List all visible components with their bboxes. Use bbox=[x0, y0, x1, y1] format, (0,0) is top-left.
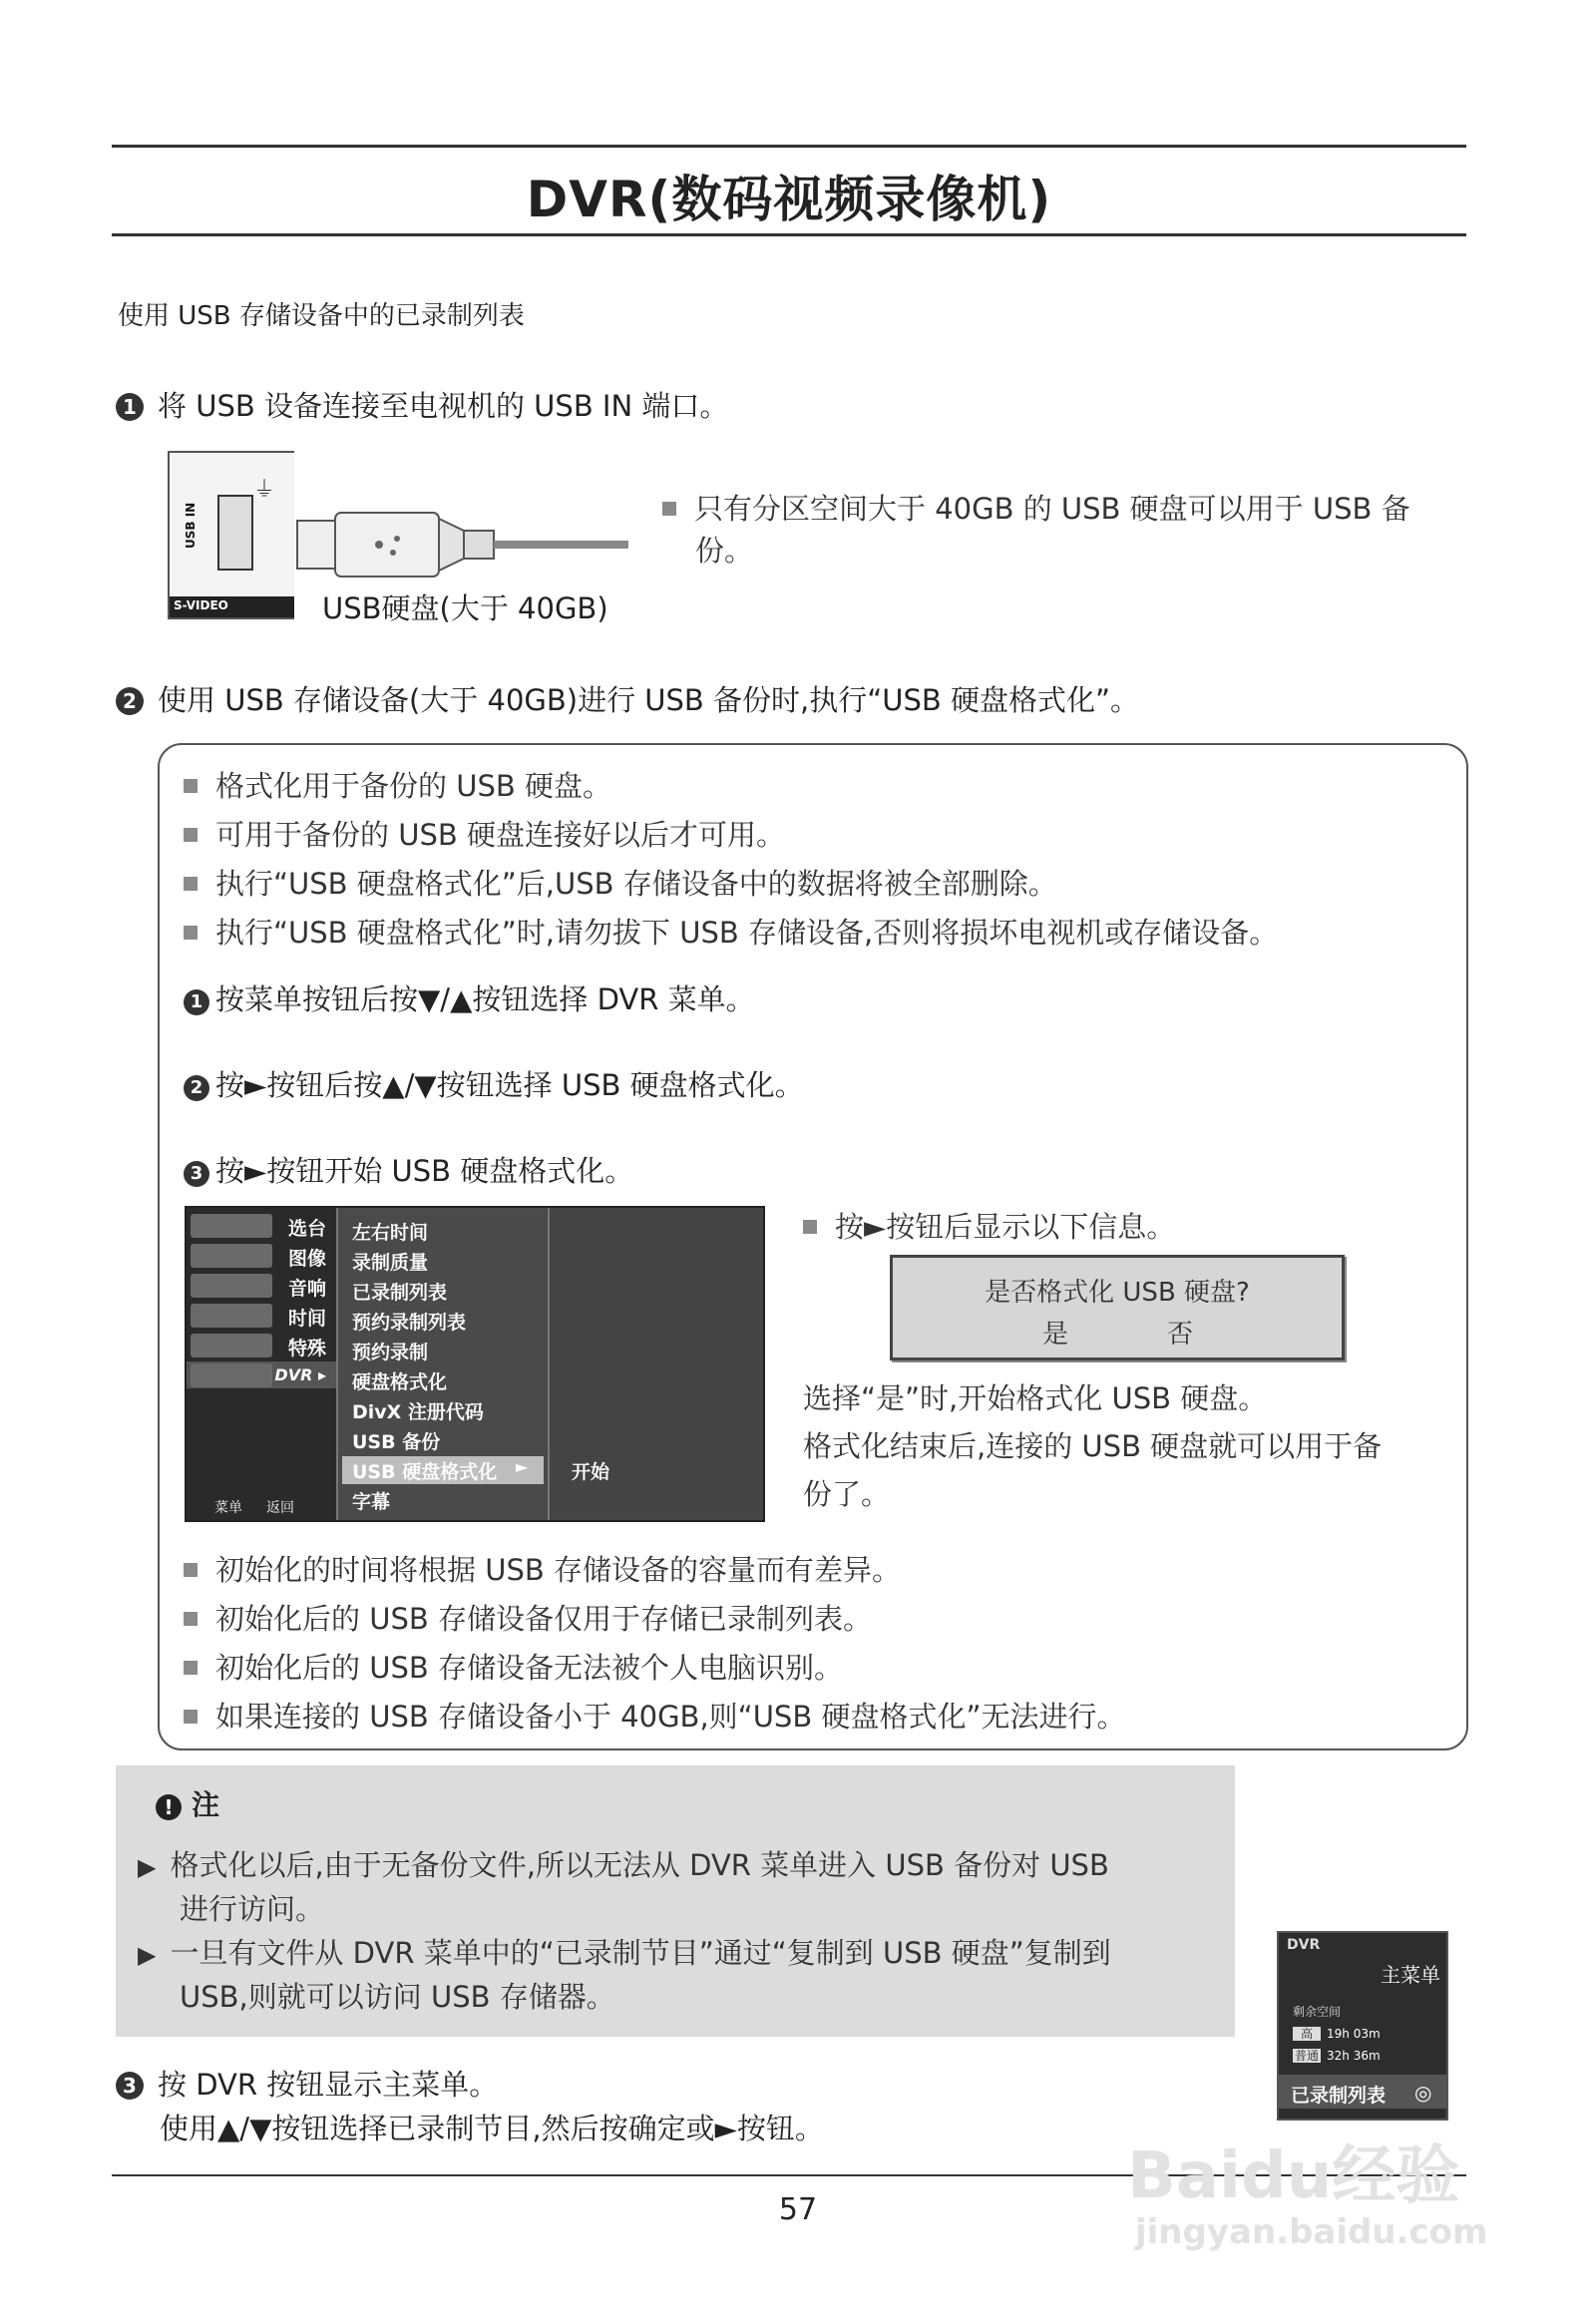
step-3-line-2: 使用▲/▼按钮选择已录制节目,然后按确定或►按钮。 bbox=[160, 2112, 824, 2145]
top-rule bbox=[112, 145, 1466, 148]
bullet-square-icon bbox=[184, 1612, 198, 1626]
section-subheading: 使用 USB 存储设备中的已录制列表 bbox=[118, 301, 525, 331]
tv-usb-panel bbox=[168, 451, 294, 619]
menu-option: 左右时间 bbox=[352, 1222, 429, 1244]
menu-option: 硬盘格式化 bbox=[352, 1371, 448, 1393]
bullet-square-icon bbox=[662, 502, 676, 516]
box-bullet-3: 执行“USB 硬盘格式化”后,USB 存储设备中的数据将被全部删除。 bbox=[184, 862, 1057, 903]
s-video-label: S-VIDEO bbox=[174, 598, 228, 612]
watermark-logo: Baidu经验 bbox=[1127, 2139, 1460, 2213]
usb-in-label: USB IN bbox=[184, 502, 198, 549]
arrow-bullet-icon: ▶ bbox=[138, 1941, 157, 1969]
box-bottom-bullet-1: 初始化的时间将根据 USB 存储设备的容量而有差异。 bbox=[184, 1548, 901, 1589]
format-confirm-dialog bbox=[890, 1255, 1345, 1360]
menu-category-item-selected: DVR ▸ bbox=[187, 1361, 336, 1388]
box-bullet-2: 可用于备份的 USB 硬盘连接好以后才可用。 bbox=[184, 813, 785, 854]
step-1-text: 将 USB 设备连接至电视机的 USB IN 端口。 bbox=[158, 389, 729, 423]
substep-2: 2 按►按钮后按▲/▼按钮选择 USB 硬盘格式化。 bbox=[184, 1063, 804, 1104]
page-number: 57 bbox=[778, 2192, 818, 2227]
menu-option: 预约录制 bbox=[352, 1342, 429, 1363]
disc-icon: ◎ bbox=[1414, 2081, 1432, 2105]
mini-menu-title: 主菜单 bbox=[1381, 1963, 1440, 1987]
exclamation-icon: ! bbox=[156, 1794, 182, 1820]
menu-category-panel bbox=[187, 1208, 336, 1520]
menu-category-item: 特殊 bbox=[187, 1332, 336, 1358]
menu-option: DivX 注册代码 bbox=[352, 1401, 484, 1423]
step-2 bbox=[116, 678, 1139, 719]
menu-option-selected: USB 硬盘格式化 bbox=[352, 1461, 498, 1483]
bullet-square-icon bbox=[184, 926, 198, 940]
menu-option: USB 备份 bbox=[352, 1431, 441, 1453]
box-bullet-1: 格式化用于备份的 USB 硬盘。 bbox=[184, 764, 611, 805]
step-2-text: 使用 USB 存储设备(大于 40GB)进行 USB 备份时,执行“USB 硬盘格式化”。 bbox=[158, 683, 1140, 717]
dialog-yes-option: 是 bbox=[1042, 1320, 1069, 1350]
mini-space-row: 普通 32h 36m bbox=[1295, 2049, 1381, 2063]
step-2-number: 2 bbox=[116, 687, 144, 715]
note-box bbox=[116, 1765, 1235, 2037]
usb-diagram-caption: USB硬盘(大于 40GB) bbox=[322, 591, 608, 625]
substep-3: 3 按►按钮开始 USB 硬盘格式化。 bbox=[184, 1149, 633, 1190]
menu-submenu-arrow-icon: ► bbox=[516, 1457, 529, 1476]
usb-port bbox=[217, 495, 253, 571]
note-item-2: ▶ 一旦有文件从 DVR 菜单中的“已录制节目”通过“复制到 USB 硬盘”复制到 bbox=[138, 1936, 1111, 1970]
title-rule bbox=[112, 233, 1466, 236]
menu-action-panel bbox=[550, 1208, 763, 1520]
box-bottom-bullet-3: 初始化后的 USB 存储设备无法被个人电脑识别。 bbox=[184, 1646, 843, 1687]
bullet-square-icon bbox=[184, 828, 198, 842]
box-bottom-bullet-2: 初始化后的 USB 存储设备仅用于存储已录制列表。 bbox=[184, 1597, 872, 1638]
mini-selected-label: 已录制列表 bbox=[1291, 2085, 1387, 2107]
dialog-question: 是否格式化 USB 硬盘? bbox=[985, 1278, 1250, 1308]
step-3: 3 按 DVR 按钮显示主菜单。 bbox=[116, 2063, 498, 2104]
menu-option: 录制质量 bbox=[352, 1252, 429, 1274]
step-1-number: 1 bbox=[116, 393, 144, 421]
note-item-1: ▶ 格式化以后,由于无备份文件,所以无法从 DVR 菜单进入 USB 备份对 USB bbox=[138, 1848, 1109, 1882]
menu-footer-menu: 菜单 bbox=[214, 1500, 242, 1516]
dvr-main-menu-screenshot bbox=[1277, 1931, 1448, 2121]
box-bottom-bullet-4: 如果连接的 USB 存储设备小于 40GB,则“USB 硬盘格式化”无法进行。 bbox=[184, 1695, 1125, 1736]
menu-option: 已录制列表 bbox=[352, 1282, 448, 1304]
dialog-intro-note: 按►按钮后显示以下信息。 bbox=[803, 1205, 1175, 1246]
page-title: DVR(数码视频录像机) bbox=[526, 171, 1052, 228]
arrow-bullet-icon: ▶ bbox=[138, 1853, 157, 1881]
bullet-square-icon bbox=[184, 877, 198, 891]
box-bullet-4: 执行“USB 硬盘格式化”时,请勿拔下 USB 存储设备,否则将损坏电视机或存储设备。 bbox=[184, 911, 1278, 952]
menu-category-item: 音响 bbox=[187, 1272, 336, 1299]
bullet-square-icon bbox=[184, 1661, 198, 1675]
after-line-2: 格式化结束后,连接的 USB 硬盘就可以用于备 bbox=[803, 1429, 1383, 1463]
mini-space-label: 剩余空间 bbox=[1293, 2005, 1342, 2019]
bullet-square-icon bbox=[184, 1710, 198, 1724]
usb-cable-illustration bbox=[289, 499, 633, 588]
step-3-number: 3 bbox=[116, 2072, 144, 2100]
substep-1: 1 按菜单按钮后按▼/▲按钮选择 DVR 菜单。 bbox=[184, 977, 755, 1018]
bullet-square-icon bbox=[184, 779, 198, 793]
diagram-note-cont: 份。 bbox=[695, 534, 754, 568]
bullet-square-icon bbox=[803, 1220, 817, 1234]
menu-options-panel bbox=[336, 1208, 550, 1520]
after-line-1: 选择“是”时,开始格式化 USB 硬盘。 bbox=[803, 1381, 1268, 1415]
dvr-menu-screenshot bbox=[185, 1206, 765, 1522]
step-1 bbox=[116, 384, 728, 425]
note-item-1-cont: 进行访问。 bbox=[180, 1892, 325, 1926]
note-heading: ! 注 bbox=[156, 1783, 219, 1823]
menu-option: 预约录制列表 bbox=[352, 1312, 467, 1334]
menu-action-start: 开始 bbox=[572, 1461, 610, 1483]
dialog-no-option: 否 bbox=[1167, 1320, 1194, 1350]
mini-space-row: 高 19h 03m bbox=[1293, 2025, 1381, 2042]
note-item-2-cont: USB,则就可以访问 USB 存储器。 bbox=[180, 1980, 615, 2014]
mini-menu-brand: DVR bbox=[1287, 1937, 1321, 1953]
usb-symbol-icon: ⏚ bbox=[253, 478, 276, 503]
menu-category-item: 图像 bbox=[187, 1242, 336, 1269]
menu-category-item: 时间 bbox=[187, 1302, 336, 1329]
after-line-3: 份了。 bbox=[803, 1477, 891, 1511]
menu-category-item: 选台 bbox=[187, 1212, 336, 1239]
bullet-square-icon bbox=[184, 1563, 198, 1577]
watermark-url: jingyan.baidu.com bbox=[1135, 2212, 1488, 2252]
menu-footer-back: 返回 bbox=[266, 1500, 294, 1516]
diagram-note: 只有分区空间大于 40GB 的 USB 硬盘可以用于 USB 备 bbox=[662, 487, 1410, 528]
menu-option: 字幕 bbox=[352, 1491, 391, 1513]
